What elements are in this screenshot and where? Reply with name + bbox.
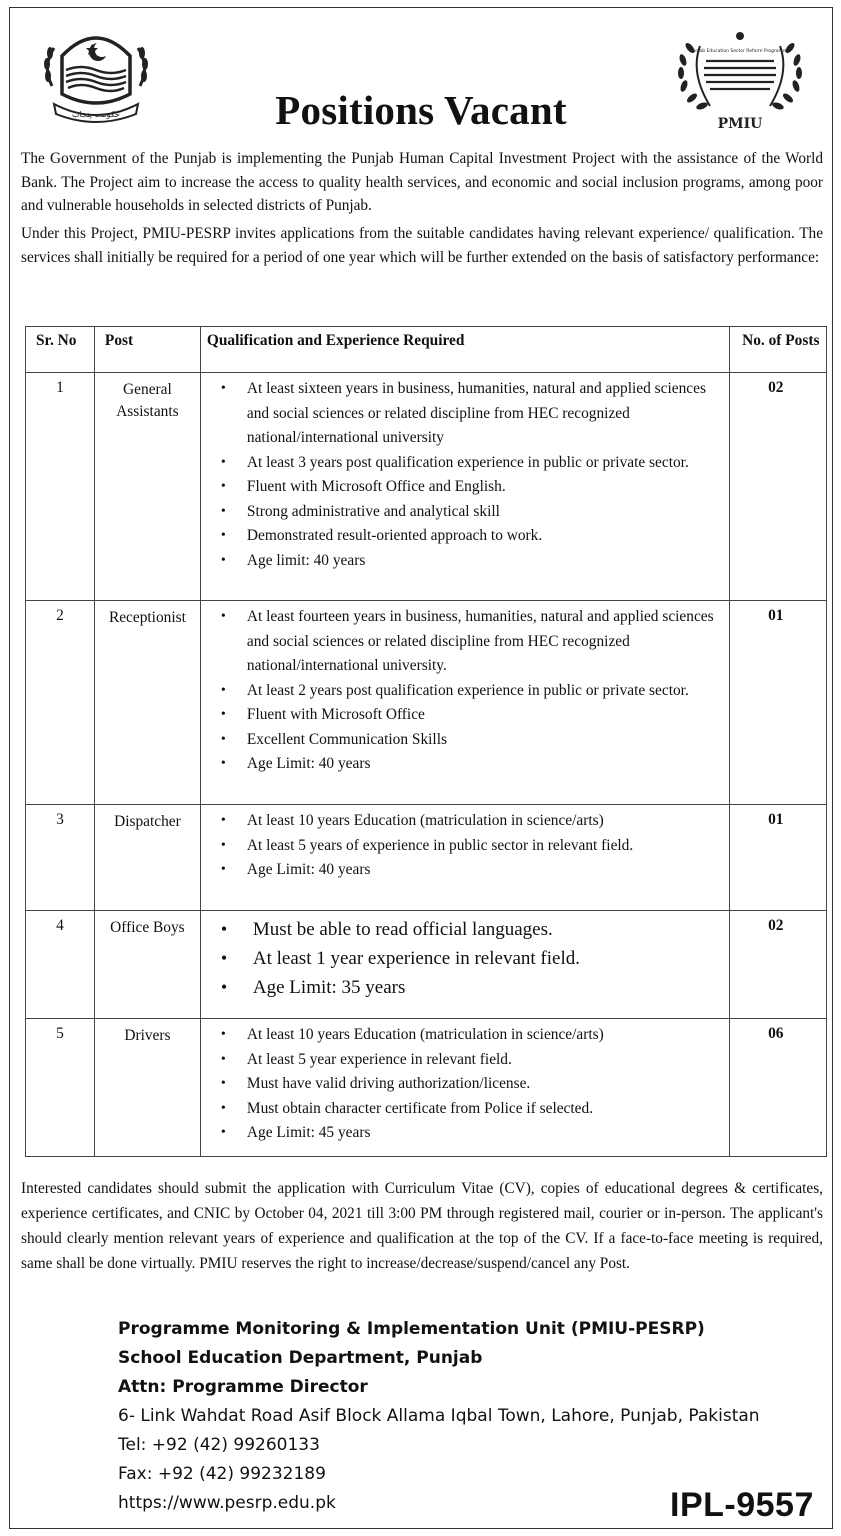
bullet-icon: • (220, 1125, 226, 1140)
row-sr-no: 1 (26, 373, 95, 601)
qualification-list (219, 809, 723, 883)
list-item (219, 679, 723, 704)
qualification-list (219, 605, 723, 777)
list-item (219, 1097, 723, 1122)
row-post: Receptionist (94, 601, 200, 805)
bullet-icon: • (220, 919, 228, 939)
bullet-icon: • (220, 862, 226, 877)
header-qualification: Qualification and Experience Required (200, 327, 729, 373)
qualification-text: At least 5 year experience in relevant field. (246, 1050, 512, 1068)
qualification-text: Age Limit: 45 years (246, 1124, 371, 1141)
bullet-icon: • (220, 1027, 226, 1042)
qualification-text: Demonstrated result-oriented approach to work. (246, 527, 543, 544)
row-qualifications (200, 805, 729, 911)
table-header-row (26, 327, 827, 373)
list-item (219, 475, 723, 500)
list-item (219, 549, 723, 574)
list-item (219, 858, 723, 883)
row-sr-no: 5 (26, 1019, 95, 1157)
row-post: Drivers (94, 1019, 200, 1157)
contact-attn: Attn: Programme Director (118, 1377, 368, 1397)
qualification-text: At least 3 years post qualification experience in public or private sector. (246, 453, 689, 471)
list-item (219, 834, 723, 859)
bullet-icon: • (220, 813, 226, 828)
svg-text:Punjab Education Sector Reform: Punjab Education Sector Reform Programme (689, 49, 791, 54)
bullet-icon: • (220, 528, 226, 543)
bullet-icon: • (220, 707, 226, 722)
qualification-text: Excellent Communication Skills (246, 730, 447, 748)
list-item (219, 451, 723, 476)
bullet-icon: • (220, 837, 226, 853)
qualification-text: Must have valid driving authorization/license. (246, 1075, 531, 1092)
bullet-icon: • (220, 977, 228, 997)
qualification-text: Fluent with Microsoft Office (246, 706, 425, 723)
contact-fax: Fax: +92 (42) 99232189 (118, 1464, 326, 1484)
bullet-icon: • (220, 682, 226, 698)
contact-dept: School Education Department, Punjab (118, 1348, 483, 1368)
header-post: Post (94, 327, 200, 373)
row-post: Dispatcher (94, 805, 200, 911)
qualification-text: At least 10 years Education (matriculation in science/arts) (246, 1026, 604, 1043)
list-item (219, 524, 723, 549)
row-post: Office Boys (94, 911, 200, 1019)
qualification-text: Age Limit: 35 years (252, 977, 406, 998)
row-post: General Assistants (94, 373, 200, 601)
row-no-of-posts: 01 (730, 601, 827, 805)
bullet-icon: • (220, 503, 226, 519)
row-qualifications (200, 1019, 729, 1157)
table-row (26, 601, 827, 805)
row-sr-no: 4 (26, 911, 95, 1019)
svg-text:PMIU: PMIU (717, 116, 763, 132)
bullet-icon: • (220, 1076, 226, 1091)
advertisement-page (9, 7, 833, 1529)
list-item (219, 752, 723, 777)
qualification-text: At least fourteen years in business, humanities, natural and applied sciences and social sciences or related discipline from HEC recognized national/international university. (246, 608, 714, 674)
bullet-icon: • (220, 454, 226, 470)
bullet-icon: • (220, 756, 226, 771)
qualification-text: At least sixteen years in business, humanities, natural and applied sciences and social sciences or related discipline from HEC recognized national/international university (246, 380, 706, 446)
list-item (219, 377, 723, 451)
bullet-icon: • (220, 1051, 226, 1067)
qualification-text: Strong administrative and analytical skill (246, 502, 500, 520)
qualification-text: At least 1 year experience in relevant field. (252, 948, 580, 969)
bullet-icon: • (220, 479, 226, 494)
row-sr-no: 2 (26, 601, 95, 805)
list-item (219, 809, 723, 834)
qualification-text: At least 2 years post qualification experience in public or private sector. (246, 681, 689, 699)
qualification-text: Age Limit: 40 years (246, 755, 371, 772)
qualification-list (219, 1023, 723, 1146)
qualification-list (219, 377, 723, 573)
bullet-icon: • (220, 731, 226, 747)
row-no-of-posts: 01 (730, 805, 827, 911)
bullet-icon: • (220, 948, 228, 968)
ad-code: IPL-9557 (670, 1486, 814, 1524)
qualification-text: At least 5 years of experience in public sector in relevant field. (246, 836, 634, 854)
list-item (219, 1072, 723, 1097)
row-no-of-posts: 02 (730, 373, 827, 601)
list-item (219, 1121, 723, 1146)
row-qualifications (200, 601, 729, 805)
bullet-icon: • (220, 381, 226, 396)
contact-org: Programme Monitoring & Implementation Unit (PMIU-PESRP) (118, 1319, 705, 1339)
qualification-text: At least 10 years Education (matriculation in science/arts) (246, 812, 604, 829)
page-title: Positions Vacant (275, 87, 567, 133)
row-no-of-posts: 02 (730, 911, 827, 1019)
application-instructions: Interested candidates should submit the application with Curriculum Vitae (CV), copies of educational degrees & certificates, experience certificates, and CNIC by October 04, 2021 till 3:00 PM through registered mail, courier or in-person. The applicant's should clearly mention relevant years of experience and qualification at the top of the CV. If a face-to-face meeting is required, same shall be done virtually. PMIU reserves the right to increase/decrease/suspend/cancel any Post. (21, 1180, 823, 1272)
intro-paragraph-2: Under this Project, PMIU-PESRP invites applications from the suitable candidates having relevant experience/ qualification. The services shall initially be required for a period of one year which will be further extended on the basis of satisfactory performance: (21, 225, 823, 266)
list-item (219, 1048, 723, 1073)
list-item (219, 915, 723, 944)
row-qualifications (200, 911, 729, 1019)
header-no-of-posts: No. of Posts (730, 327, 827, 373)
table-row (26, 373, 827, 601)
contact-tel: Tel: +92 (42) 99260133 (118, 1435, 320, 1455)
bullet-icon: • (220, 1100, 226, 1116)
bullet-icon: • (220, 609, 226, 624)
qualification-text: Age limit: 40 years (246, 551, 366, 569)
row-qualifications (200, 373, 729, 601)
list-item (219, 500, 723, 525)
table-row (26, 1019, 827, 1157)
list-item (219, 728, 723, 753)
row-no-of-posts: 06 (730, 1019, 827, 1157)
list-item (219, 605, 723, 679)
qualification-text: Must obtain character certificate from Police if selected. (246, 1099, 594, 1117)
table-row (26, 911, 827, 1019)
table-row (26, 805, 827, 911)
qualification-list (219, 915, 723, 1002)
list-item (219, 973, 723, 1002)
svg-text:حکومت پنجاب: حکومت پنجاب (72, 110, 120, 119)
qualification-text: Fluent with Microsoft Office and English. (246, 478, 506, 495)
intro-paragraph-1: The Government of the Punjab is implementing the Punjab Human Capital Investment Project with the assistance of the World Bank. The Project aim to increase the access to quality health services, and economic and social inclusion programs, among poor and vulnerable households in selected districts of Punjab. (21, 150, 823, 214)
bullet-icon: • (220, 552, 226, 568)
qualification-text: Must be able to read official languages. (252, 919, 553, 940)
list-item (219, 703, 723, 728)
list-item (219, 944, 723, 973)
contact-address: 6- Link Wahdat Road Asif Block Allama Iqbal Town, Lahore, Punjab, Pakistan (118, 1406, 760, 1426)
header-sr-no: Sr. No (26, 327, 95, 373)
vacancies-table (25, 326, 827, 1157)
qualification-text: Age Limit: 40 years (246, 861, 371, 878)
row-sr-no: 3 (26, 805, 95, 911)
contact-website-link[interactable]: https://www.pesrp.edu.pk (118, 1493, 336, 1513)
list-item (219, 1023, 723, 1048)
